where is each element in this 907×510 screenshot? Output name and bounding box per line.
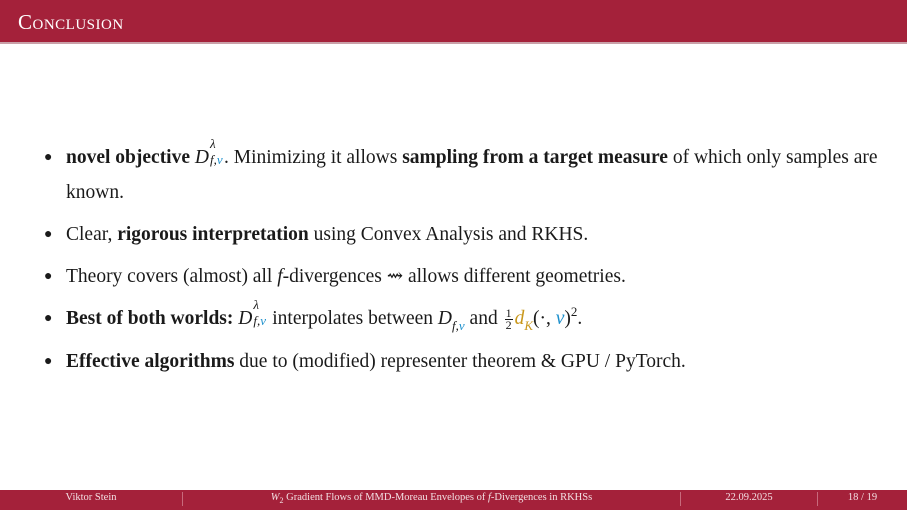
text-divergences-geometries: -divergences ⇝ allows different geometries. xyxy=(282,266,626,287)
bullet-item-novel-objective xyxy=(42,135,882,210)
math-f: f xyxy=(277,266,283,287)
math-lambda: λ xyxy=(209,135,216,151)
text-samples-known: of which only samples are known. xyxy=(66,147,878,203)
math-d-symbol: D xyxy=(194,147,209,168)
text-period: . xyxy=(577,308,583,329)
math-sub-2: f,ν xyxy=(452,318,465,333)
bold-rigorous-interpretation: rigorous interpretation xyxy=(117,224,309,245)
math-nu: ν xyxy=(555,308,565,329)
bullet-dot: ● xyxy=(44,269,53,284)
math-sub-nu: ν xyxy=(260,312,267,328)
bullet-item-theory xyxy=(42,259,882,294)
math-fraction-half: $\frac{1}{2}$ xyxy=(505,306,512,333)
text-and: and xyxy=(464,308,503,329)
text-clear: Clear, xyxy=(66,224,118,245)
math-sub-f: f, xyxy=(253,312,261,328)
math-lambda: λ xyxy=(253,296,259,312)
bold-novel-objective: novel objective xyxy=(66,147,191,168)
math-d-symbol: D xyxy=(238,308,253,329)
bold-sampling-target: sampling from a target measure xyxy=(402,147,668,168)
math-d-scripts xyxy=(209,135,224,169)
text-interpolates: interpolates between xyxy=(267,308,438,329)
bold-effective-algorithms: Effective algorithms xyxy=(66,351,235,372)
bullet-item-best-of-both xyxy=(42,296,882,337)
math-dk: d xyxy=(514,308,525,329)
bullet-item-rigorous xyxy=(42,217,882,252)
slide-footer xyxy=(0,490,907,510)
footer-title: $W_2$ Gradient Flows of MMD-Moreau Envelopes of f-Divergences in RKHSs xyxy=(270,492,593,505)
bullet-dot: ● xyxy=(44,227,53,242)
bullet-item-effective-algorithms xyxy=(42,344,882,379)
bold-best-of-both: Best of both worlds: xyxy=(66,308,234,329)
math-dk-sub: K xyxy=(524,318,533,333)
math-sub-f: f, xyxy=(209,151,217,167)
slide-title: Conclusion xyxy=(18,10,124,34)
math-d-symbol-2: D xyxy=(437,308,453,329)
text-paren-open: (·, xyxy=(533,308,556,329)
footer-date: 22.09.2025 xyxy=(725,492,773,503)
math-power-2: 2 xyxy=(570,304,578,319)
math-sub-nu: ν xyxy=(216,151,223,167)
text-theory-covers: Theory covers (almost) all xyxy=(66,266,278,287)
slide-header xyxy=(0,0,907,44)
text-representer: due to (modified) representer theorem & GPU / PyTorch. xyxy=(234,351,686,372)
text-minimizing: . Minimizing it allows xyxy=(223,147,403,168)
bullet-dot: ● xyxy=(44,354,53,369)
bullet-dot: ● xyxy=(44,311,53,326)
bullet-list xyxy=(42,135,882,386)
math-d-scripts xyxy=(253,296,267,330)
footer-page-number: 18 / 19 xyxy=(847,492,878,503)
footer-author: Viktor Stein xyxy=(65,492,117,503)
text-paren-close: ) xyxy=(564,308,571,329)
bullet-dot: ● xyxy=(44,150,53,165)
text-convex-rkhs: using Convex Analysis and RKHS. xyxy=(308,224,589,245)
